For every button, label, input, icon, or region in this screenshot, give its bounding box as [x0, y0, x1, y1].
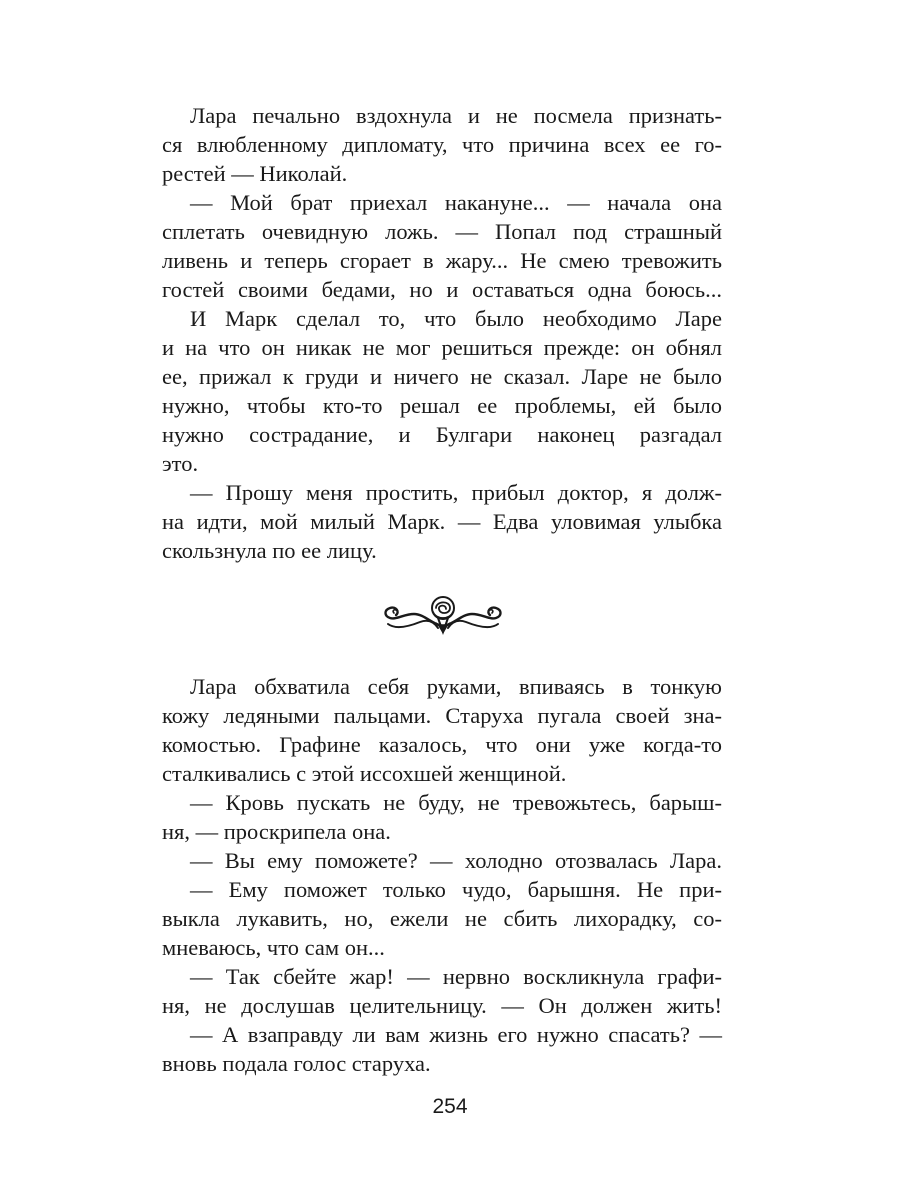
text-line: ее, прижал к груди и ничего не сказал. Ларе не было	[162, 364, 722, 389]
text-line: это.	[162, 451, 199, 476]
text-line: — Кровь пускать не буду, не тревожьтесь, барыш-	[190, 790, 722, 815]
text-line: — Так сбейте жар! — нервно воскликнула графи-	[190, 964, 722, 989]
text-line: ня, не дослушав целительницу. — Он должен жить!	[162, 993, 722, 1018]
text-line: ливень и теперь сгорает в жару... Не смею тревожить	[162, 248, 722, 273]
text-line: ня, — проскрипела она.	[162, 819, 391, 844]
text-section-1	[162, 101, 722, 565]
text-line: сплетать очевидную ложь. — Попал под страшный	[162, 219, 722, 244]
text-line: комостью. Графине казалось, что они уже когда-то	[162, 732, 722, 757]
text-line: — А взаправду ли вам жизнь его нужно спасать? —	[190, 1022, 722, 1047]
text-line: ся влюбленному дипломату, что причина всех ее го-	[162, 132, 722, 157]
page-number: 254	[432, 1095, 468, 1118]
text-line: — Мой брат приехал накануне... — начала она	[190, 190, 722, 215]
text-line: выкла лукавить, но, ежели не сбить лихорадку, со-	[162, 906, 722, 931]
rose-flourish-icon	[380, 588, 506, 646]
text-line: нужно, чтобы кто-то решал ее проблемы, ей было	[162, 393, 722, 418]
text-line: скользнула по ее лицу.	[162, 538, 377, 563]
text-line: вновь подала голос старуха.	[162, 1051, 431, 1076]
text-line: И Марк сделал то, что было необходимо Ларе	[190, 306, 722, 331]
text-line: и на что он никак не мог решиться прежде: он обнял	[162, 335, 722, 360]
text-line: — Прошу меня простить, прибыл доктор, я долж-	[190, 480, 722, 505]
text-line: — Ему поможет только чудо, барышня. Не при-	[190, 877, 722, 902]
text-line: сталкивались с этой иссохшей женщиной.	[162, 761, 567, 786]
text-line: кожу ледяными пальцами. Старуха пугала своей зна-	[162, 703, 722, 728]
text-line: гостей своими бедами, но и оставаться одна боюсь...	[162, 277, 722, 302]
text-line: Лара обхватила себя руками, впиваясь в тонкую	[190, 674, 722, 699]
text-section-2	[162, 672, 722, 1078]
text-line: — Вы ему поможете? — холодно отозвалась Лара.	[190, 848, 722, 873]
text-line: рестей — Николай.	[162, 161, 348, 186]
text-line: на идти, мой милый Марк. — Едва уловимая улыбка	[162, 509, 722, 534]
text-line: мневаюсь, что сам он...	[162, 935, 385, 960]
text-line: нужно сострадание, и Булгари наконец разгадал	[162, 422, 722, 447]
text-line: Лара печально вздохнула и не посмела признать-	[190, 103, 722, 128]
